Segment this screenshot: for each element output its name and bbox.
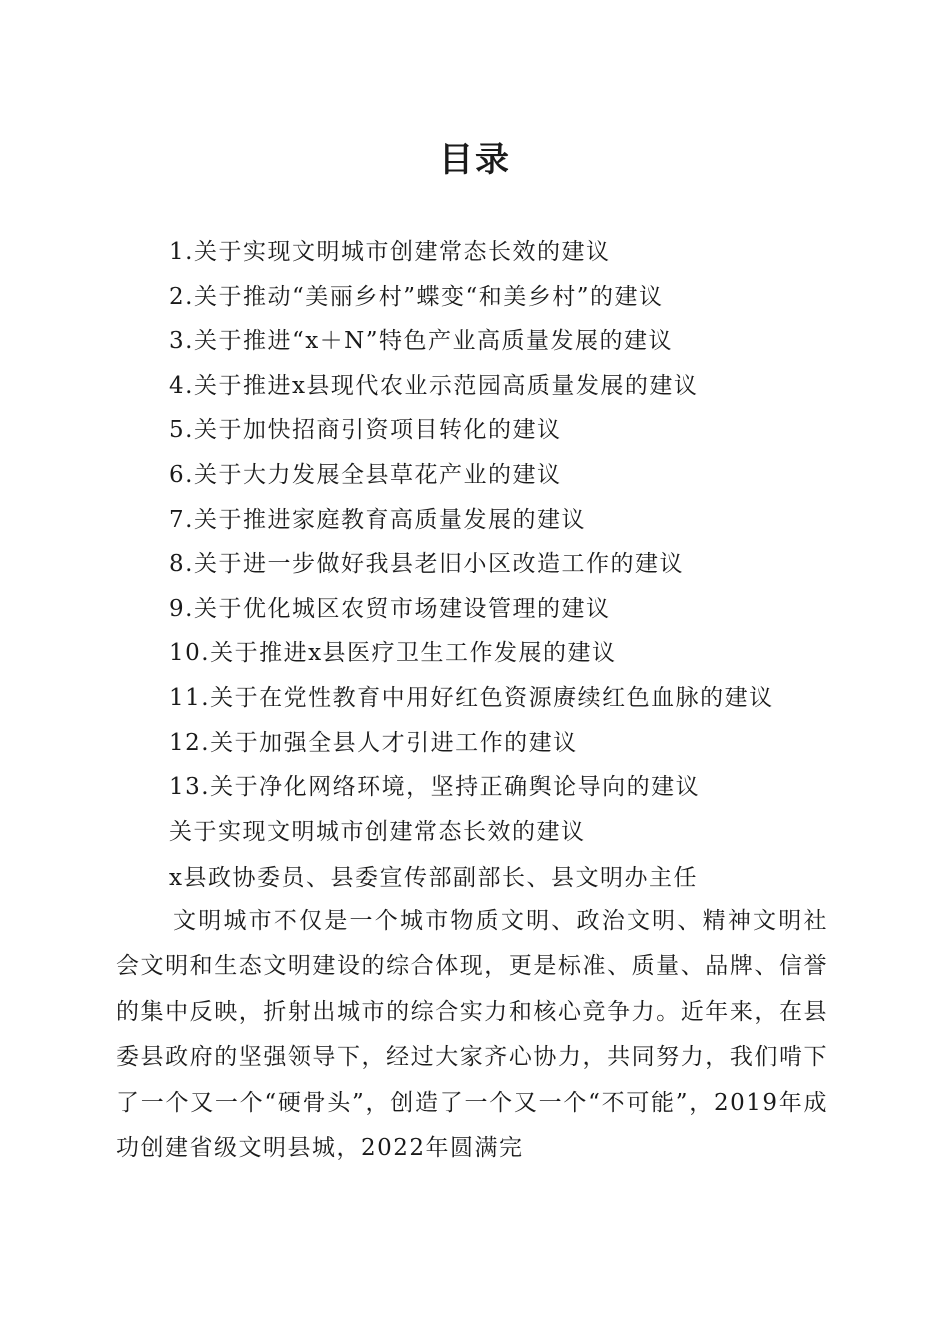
toc-item: 10.关于推进x县医疗卫生工作发展的建议 (169, 640, 617, 667)
toc-item: 3.关于推进“x＋N”特色产业高质量发展的建议 (169, 328, 674, 355)
body-paragraph: 文明城市不仅是一个城市物质文明、政治文明、精神文明社会文明和生态文明建设的综合体现，更是标准、质量、品牌、信誉的集中反映，折射出城市的综合实力和核心竞争力。近年来，在县委县政府的坚强领导下，经过大家齐心协力，共同努力，我们啃下了一个又一个“硬骨头”，创造了一个又一个“不可能”，2019年成功创建省级文明县城，2022年圆满完 (116, 908, 828, 1162)
toc-item: 1.关于实现文明城市创建常态长效的建议 (169, 239, 611, 265)
toc-item: 8.关于进一步做好我县老旧小区改造工作的建议 (169, 551, 684, 578)
toc-item: 2.关于推动“美丽乡村”蝶变“和美乡村”的建议 (169, 283, 664, 310)
table-of-contents (169, 230, 869, 810)
toc-item: 13.关于净化网络环境，坚持正确舆论导向的建议 (169, 774, 701, 801)
toc-item: 7.关于推进家庭教育高质量发展的建议 (169, 506, 586, 533)
toc-item: 12.关于加强全县人才引进工作的建议 (169, 729, 578, 756)
toc-item: 11.关于在党性教育中用好红色资源赓续红色血脉的建议 (169, 684, 774, 711)
article-title: 关于实现文明城市创建常态长效的建议 (169, 819, 586, 845)
toc-item: 9.关于优化城区农贸市场建设管理的建议 (169, 595, 611, 622)
author-line: x县政协委员、县委宣传部副部长、县文明办主任 (169, 865, 698, 891)
toc-item: 4.关于推进x县现代农业示范园高质量发展的建议 (169, 372, 699, 399)
document-title: 目录 (439, 140, 511, 180)
toc-item: 5.关于加快招商引资项目转化的建议 (169, 417, 562, 444)
toc-item: 6.关于大力发展全县草花产业的建议 (169, 461, 562, 488)
